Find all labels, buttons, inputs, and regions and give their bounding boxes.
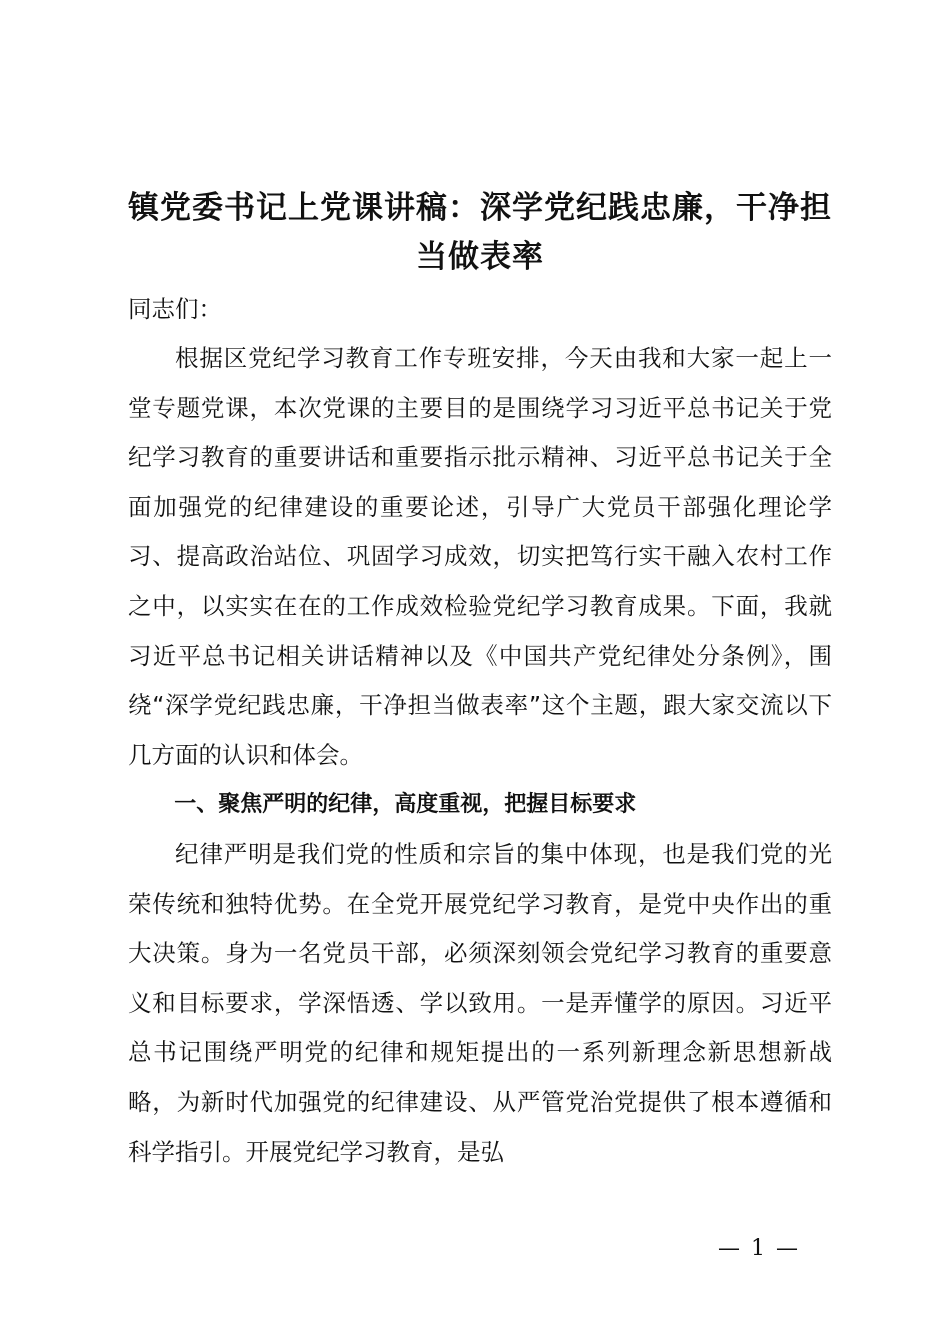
document-title: 镇党委书记上党课讲稿：深学党纪践忠廉，干净担当做表率 [128, 190, 832, 275]
intro-paragraph: 根据区党纪学习教育工作专班安排，今天由我和大家一起上一堂专题党课，本次党课的主要目的是围绕学习习近平总书记关于党纪学习教育的重要讲话和重要指示批示精神、习近平总书记关于全面加强党的纪律建设的重要论述，引导广大党员干部强化理论学习、提高政治站位、巩固学习成效，切实把笃行实干融入农村工作之中，以实实在在的工作成效检验党纪学习教育成果。下面，我就习近平总书记相关讲话精神以及《中国共产党纪律处分条例》，围绕“深学党纪践忠廉，干净担当做表率”这个主题，跟大家交流以下几方面的认识和体会。 [128, 344, 832, 769]
section-paragraph: 纪律严明是我们党的性质和宗旨的集中体现，也是我们党的光荣传统和独特优势。在全党开展党纪学习教育，是党中央作出的重大决策。身为一名党员干部，必须深刻领会党纪学习教育的重要意义和目标要求，学深悟透、学以致用。一是弄懂学的原因。习近平总书记围绕严明党的纪律和规矩提出的一系列新理念新思想新战略，为新时代加强党的纪律建设、从严管党治党提供了根本遵循和科学指引。开展党纪学习教育，是弘 [128, 839, 832, 1166]
salutation: 同志们： [128, 295, 222, 323]
document-body [128, 184, 832, 1177]
page-number: — 1 — [718, 1236, 800, 1261]
section-heading: 一、聚焦严明的纪律，高度重视，把握目标要求 [174, 792, 637, 818]
